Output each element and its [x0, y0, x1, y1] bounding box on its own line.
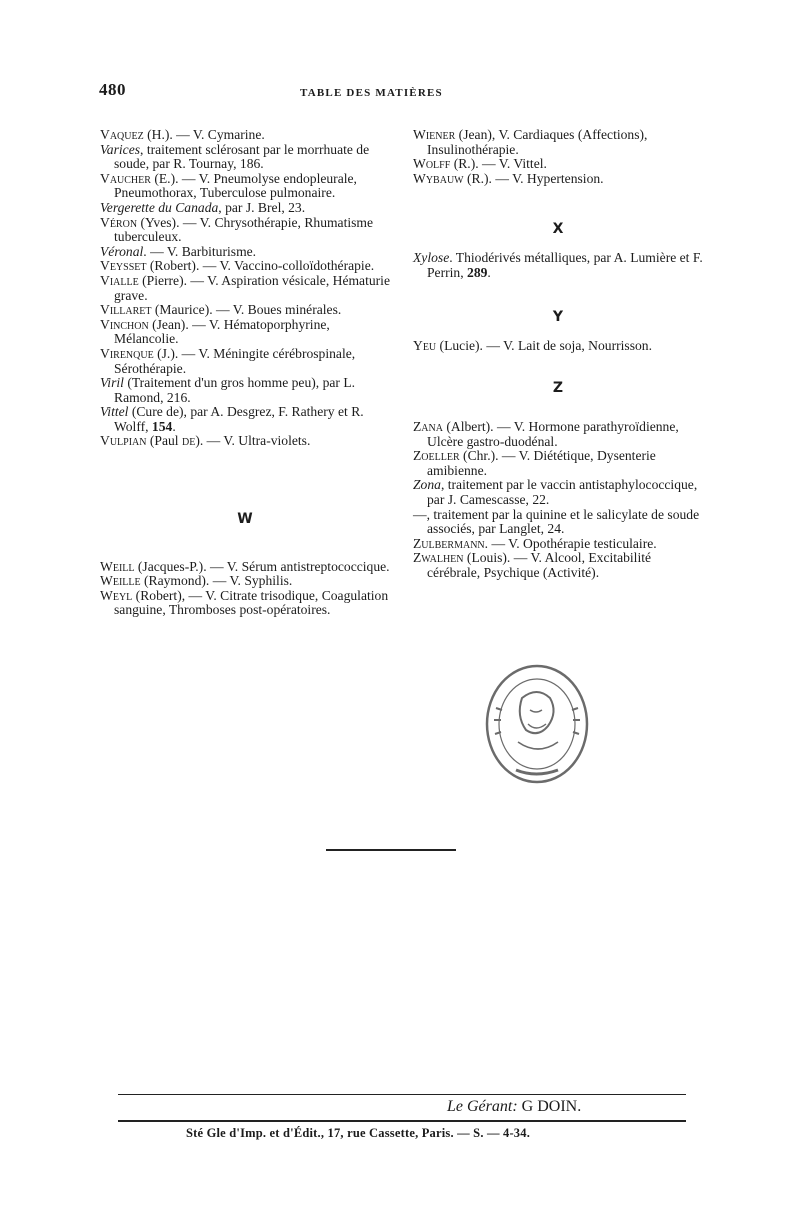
- index-entries-y: [413, 339, 703, 354]
- entry-text: , traitement sclérosant par le morrhuate de soude, par R. Tournay, 186.: [114, 141, 370, 172]
- entry-text: (R.). — V. Vittel.: [450, 156, 547, 172]
- index-entries-x: [413, 251, 703, 280]
- entry-text: . Thiodérivés métalliques, par A. Lumière et F. Perrin,: [427, 249, 703, 280]
- entry-text: (Jacques-P.). — V. Sérum antistreptococcique.: [134, 558, 390, 574]
- index-entries-v: [100, 128, 390, 449]
- index-entry: [100, 405, 390, 434]
- letter-heading-z: Z: [552, 380, 564, 397]
- entry-page-ref: 289: [467, 264, 488, 280]
- entry-author-name: Zoeller: [413, 448, 460, 464]
- entry-author-name: Vulpian: [100, 433, 147, 449]
- entry-text: ). — V. Ultra-violets.: [195, 433, 311, 449]
- entry-author-name: Vinchon: [100, 316, 149, 332]
- index-entry: [100, 303, 390, 318]
- entry-text: .: [487, 264, 491, 280]
- entry-subject: Viril: [100, 375, 124, 391]
- section-end-rule: [326, 849, 456, 851]
- index-entry: [100, 259, 390, 274]
- entry-text: (Robert). — V. Vaccino-colloïdothérapie.: [146, 258, 375, 274]
- entry-text: (Cure de), par A. Desgrez, F. Rathery et R. Wolff,: [114, 404, 364, 434]
- index-entry: [100, 589, 390, 618]
- index-entry: [100, 216, 390, 245]
- entry-text: (Traitement d'un gros homme peu), par L. Ramond, 216.: [114, 375, 356, 405]
- right-column: [413, 128, 703, 580]
- entry-author-name: de: [181, 433, 196, 449]
- letter-heading-w: W: [237, 511, 253, 528]
- entry-text: (Louis). — V. Alcool, Excitabilité cérébrale, Psychique (Activité).: [427, 550, 652, 580]
- entry-author-name: Wybauw: [413, 170, 464, 186]
- entry-author-name: Weille: [100, 573, 141, 589]
- entry-subject: Vergerette du Canada: [100, 199, 219, 215]
- index-entry: [100, 274, 390, 303]
- entry-subject: Xylose: [413, 249, 450, 265]
- letter-heading-y: Y: [552, 309, 564, 326]
- entry-author-name: Weill: [100, 558, 135, 574]
- entry-text: (Maurice). — V. Boues minérales.: [151, 302, 342, 318]
- letter-heading-x: X: [552, 221, 564, 238]
- index-entry: [413, 251, 703, 280]
- entry-text: (Jean). — V. Hématoporphyrine, Mélancolie.: [114, 316, 330, 347]
- library-stamp-icon: [478, 658, 596, 790]
- entry-author-name: Vialle: [100, 272, 139, 288]
- index-entry: [100, 347, 390, 376]
- entry-text: .: [172, 418, 176, 434]
- index-entries-z: [413, 420, 703, 581]
- entry-author-name: Wiener: [413, 127, 456, 142]
- running-title: TABLE DES MATIÈRES: [300, 87, 443, 99]
- index-entry: [413, 508, 703, 537]
- entry-text: (Paul: [146, 433, 182, 449]
- index-entry: [413, 128, 703, 157]
- entry-text: (Robert), — V. Citrate trisodique, Coagulation sanguine, Thromboses post-opératoires.: [114, 587, 389, 618]
- entry-subject: Zona: [413, 477, 441, 493]
- entry-text: , traitement par le vaccin antistaphylococcique, par J. Camescasse, 22.: [427, 477, 698, 507]
- footer-rule-bottom: [118, 1120, 686, 1122]
- printer-line: Sté Gle d'Imp. et d'Édit., 17, rue Cassette, Paris. — S. — 4-34.: [186, 1126, 531, 1140]
- entry-text: (H.). — V. Cymarine.: [143, 127, 265, 142]
- page-number: 480: [99, 80, 126, 99]
- entry-author-name: Zana: [413, 418, 443, 434]
- index-entry: [100, 318, 390, 347]
- entry-text: (J.). — V. Méningite cérébrospinale, Sérothérapie.: [114, 345, 356, 376]
- index-entry: [100, 434, 390, 449]
- entry-author-name: Weyl: [100, 587, 133, 603]
- entry-text: —, traitement par la quinine et le salicylate de soude associés, par Langlet, 24.: [413, 506, 700, 537]
- entry-author-name: Veysset: [100, 258, 147, 274]
- entry-author-name: Yeu: [413, 337, 437, 353]
- index-entry: [100, 201, 390, 216]
- index-entry: [100, 245, 390, 260]
- index-entry: [413, 172, 703, 187]
- index-entry: [413, 478, 703, 507]
- index-entry: [413, 420, 703, 449]
- index-entry: [100, 172, 390, 201]
- entry-subject: Véronal: [100, 243, 144, 259]
- index-entries-w: [100, 560, 390, 618]
- entry-text: (Jean), V. Cardiaques (Affections), Insulinothérapie.: [427, 127, 648, 157]
- index-entry: [100, 574, 390, 589]
- entry-author-name: Wolff: [413, 156, 451, 172]
- index-entry: [413, 339, 703, 354]
- entry-author-name: Zwalhen: [413, 550, 464, 566]
- index-entry: [100, 560, 390, 575]
- entry-text: (Lucie). — V. Lait de soja, Nourrisson.: [436, 337, 652, 353]
- entry-author-name: Villaret: [100, 302, 152, 318]
- index-entry: [413, 449, 703, 478]
- entry-text: (E.). — V. Pneumolyse endopleurale, Pneumothorax, Tuberculose pulmonaire.: [114, 170, 357, 201]
- entry-author-name: Vaquez: [100, 127, 144, 142]
- entry-text: (R.). — V. Hypertension.: [463, 170, 604, 186]
- index-entry: [413, 537, 703, 552]
- entry-text: (Chr.). — V. Diététique, Dysenterie amibienne.: [427, 448, 656, 478]
- entry-text: (Pierre). — V. Aspiration vésicale, Hématurie grave.: [114, 272, 390, 303]
- entry-page-ref: 154: [151, 418, 173, 434]
- entry-author-name: Virenque: [100, 345, 154, 361]
- entry-text: (Albert). — V. Hormone parathyroïdienne, Ulcère gastro-duodénal.: [427, 418, 679, 449]
- index-entry: [100, 376, 390, 405]
- entry-author-name: Véron: [100, 214, 138, 230]
- entry-subject: Varices: [100, 141, 141, 157]
- entry-text: , par J. Brel, 23.: [218, 199, 306, 215]
- entry-author-name: Vaucher: [100, 170, 151, 186]
- manager-name: G DOIN.: [521, 1098, 582, 1115]
- index-entry: [100, 128, 390, 143]
- entry-subject: Vittel: [100, 404, 129, 420]
- entry-text: . — V. Barbiturisme.: [143, 243, 257, 259]
- manager-credit: [447, 1098, 581, 1116]
- entry-author-name: Zulbermann: [413, 535, 485, 551]
- index-entry: [100, 143, 390, 172]
- entry-text: (Raymond). — V. Syphilis.: [140, 573, 293, 589]
- index-entry: [413, 551, 703, 580]
- footer-rule-top: [118, 1094, 686, 1095]
- index-entries-w-cont: [413, 128, 703, 186]
- manager-label: Le Gérant:: [447, 1098, 518, 1115]
- left-column: [100, 128, 390, 618]
- index-entry: [413, 157, 703, 172]
- entry-text: (Yves). — V. Chrysothérapie, Rhumatisme tuberculeux.: [114, 214, 374, 245]
- entry-text: . — V. Opothérapie testiculaire.: [484, 535, 657, 551]
